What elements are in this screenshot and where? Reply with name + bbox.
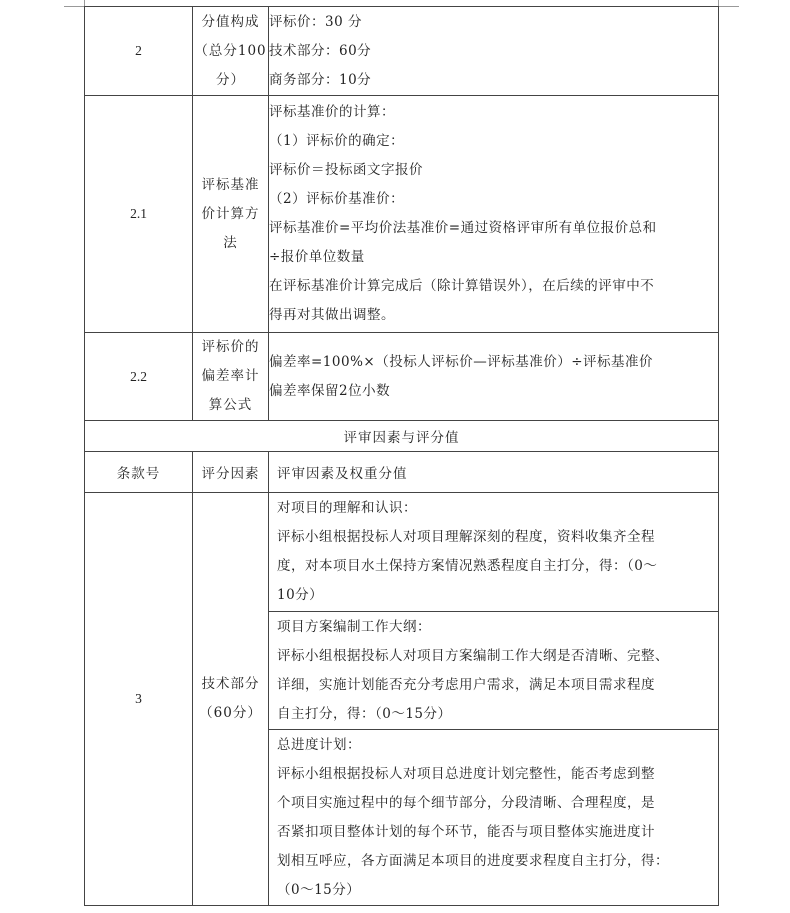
table-row xyxy=(85,333,719,421)
header-row xyxy=(85,452,719,493)
crop-mark-right xyxy=(718,0,739,7)
clause-number: 3 xyxy=(85,493,193,906)
table-row xyxy=(85,7,719,96)
clause-number: 2.1 xyxy=(85,96,193,333)
factor-label: 评标价的 偏差率计 算公式 xyxy=(193,333,269,421)
header-content: 评审因素及权重分值 xyxy=(269,452,719,493)
section-title-row xyxy=(85,421,719,452)
clause-number: 2.2 xyxy=(85,333,193,421)
factor-content: 偏差率=100%×（投标人评标价—评标基准价）÷评标基准价 偏差率保留2位小数 xyxy=(269,333,719,421)
crop-mark-left xyxy=(64,0,85,7)
factor-content: 评标基准价的计算： （1）评标价的确定： 评标价＝投标函文字报价 （2）评标价基准价： 评标基准价=平均价法基准价=通过资格评审所有单位报价总和 ÷报价单位数量 在评标基准价计算完成后（除计算错误外），在后续的评审中不 得再对其做出调整。 xyxy=(269,96,719,333)
factor-content: 评标价：30 分 技术部分：60分 商务部分：10分 xyxy=(269,7,719,96)
factor-label: 技术部分 （60分） xyxy=(193,493,269,906)
factor-label: 评标基准 价计算方 法 xyxy=(193,96,269,333)
score-item: 对项目的理解和认识： 评标小组根据投标人对项目理解深刻的程度，资料收集齐全程 度，对本项目水土保持方案情况熟悉程度自主打分，得：（0～ 10分） xyxy=(269,493,719,612)
table-row xyxy=(85,96,719,333)
header-factor: 评分因素 xyxy=(193,452,269,493)
section-title: 评审因素与评分值 xyxy=(85,421,719,452)
clause-number: 2 xyxy=(85,7,193,96)
scoring-table xyxy=(84,6,719,906)
score-item: 项目方案编制工作大纲： 评标小组根据投标人对项目方案编制工作大纲是否清晰、完整、 详细，实施计划能否充分考虑用户需求，满足本项目需求程度 自主打分，得：（0～15分） xyxy=(269,612,719,730)
score-item: 总进度计划： 评标小组根据投标人对项目总进度计划完整性，能否考虑到整 个项目实施过程中的每个细节部分，分段清晰、合理程度，是 否紧扣项目整体计划的每个环节，能否与项目整体实施进度计 划相互呼应，各方面满足本项目的进度要求程度自主打分，得： （0～15分） xyxy=(269,730,719,906)
header-clause-number: 条款号 xyxy=(85,452,193,493)
factor-label: 分值构成 （总分100 分） xyxy=(193,7,269,96)
table-row xyxy=(85,493,719,612)
